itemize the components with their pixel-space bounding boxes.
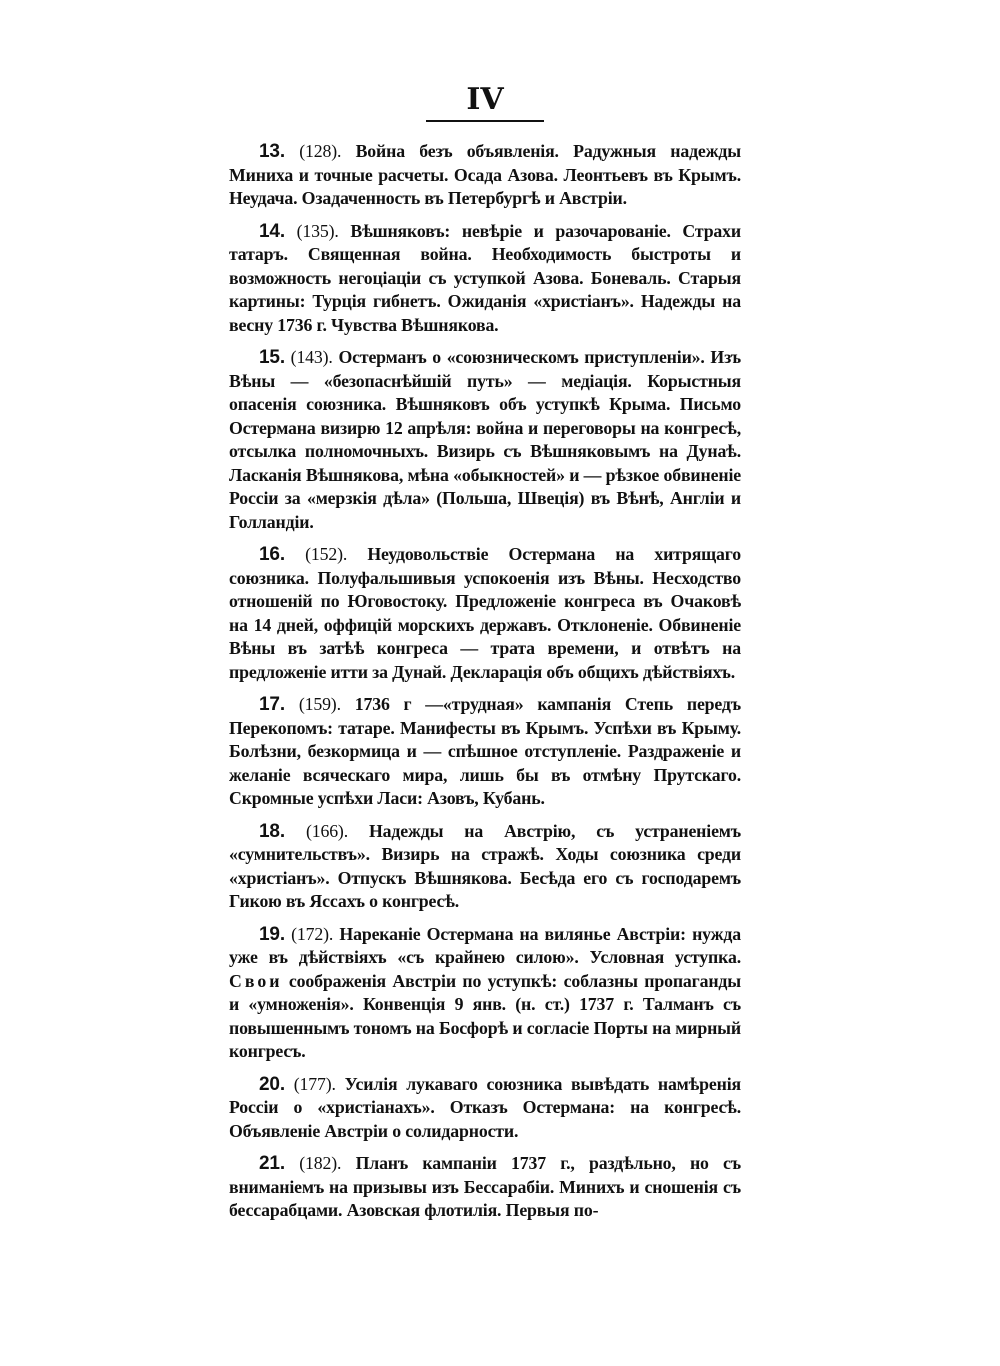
entry-text: Война безъ объявленія. Радужныя надежды Миниха и точные расчеты. Осада Азова. Леонтьевъ въ Крымъ. Неудача. Озадаченность въ Петербургѣ и Австріи. [229, 141, 741, 208]
toc-entry-21 [229, 1152, 741, 1223]
entry-number: 16. [259, 544, 285, 565]
entry-text: 1736 г —«трудная» кампанія Степь передъ Перекопомъ: татаре. Манифесты въ Крымъ. Успѣхи въ Крыму. Болѣзни, безкормица и — спѣшное отступленіе. Раздраженіе и желаніе всяческаго мира, лишь бы въ отмѣну Прутскаго. Скромные успѣхи Ласи: Азовъ, Кубань. [229, 694, 741, 808]
page-number: IV [426, 82, 543, 122]
spaced-word: Свои [229, 970, 283, 991]
entry-number: 19. [259, 923, 285, 945]
entry-number: 13. [259, 141, 285, 162]
entry-number: 14. [259, 220, 285, 242]
entry-number: 18. [259, 820, 285, 842]
page-reference: (177). [293, 1073, 336, 1094]
page-reference: (135). [296, 220, 339, 241]
page-reference: (159). [298, 694, 341, 714]
entry-text: Усилія лукаваго союзника вывѣдать намѣренія Россіи о «христіанахъ». Отказъ Остермана: на конгресѣ. Объявленіе Австріи о солидарности. [229, 1073, 741, 1141]
document-page [229, 82, 741, 1232]
page-reference: (182). [299, 1153, 342, 1173]
entry-number: 20. [259, 1073, 285, 1095]
entry-number: 21. [259, 1153, 285, 1174]
toc-entry-14 [229, 220, 741, 338]
toc-entry-17 [229, 693, 741, 811]
entry-text: Неудовольствіе Остермана на хитрящаго союзника. Полуфальшивыя успокоенія изъ Вѣны. Несходство отношеній по Юговостоку. Предложеніе конгреса въ Очаковѣ на 14 дней, оффицій морскихъ державъ. Отклоненіе. Обвиненіе Вѣны въ затѣѣ конгреса — трата времени, и отвѣтъ на предложеніе итти за Дунай. Декларація объ общихъ дѣйствіяхъ. [229, 544, 741, 682]
page-reference: (172). [291, 923, 334, 944]
page-reference: (143). [290, 347, 333, 367]
toc-entry-18 [229, 820, 741, 914]
toc-entry-13 [229, 140, 741, 211]
page-reference: (166). [305, 820, 348, 841]
page-header [229, 82, 741, 122]
toc-entry-16 [229, 543, 741, 684]
entry-text: Остерманъ о «союзническомъ приступленіи». Изъ Вѣны — «безопаснѣйшій путь» — медіація. Корыстныя опасенія союзника. Вѣшняковъ объ уступкѣ Крыма. Письмо Остермана визирю 12 апрѣля: война и переговоры на конгресѣ, отсылка полномочныхъ. Визирь съ Вѣшняковымъ на Дунаѣ. Ласканія Вѣшнякова, мѣна «обыкностей» и — рѣзкое обвиненіе Россіи за «мерзкія дѣла» (Польша, Швеція) въ Вѣнѣ, Англіи и Голландіи. [229, 347, 741, 532]
page-reference: (128). [299, 141, 342, 161]
entry-text: Надежды на Австрію, съ устраненіемъ «сумнительствъ». Визирь на стражѣ. Ходы союзника среди «христіанъ». Отпускъ Вѣшнякова. Бесѣда его съ господаремъ Гикою въ Яссахъ о конгресѣ. [229, 820, 741, 911]
toc-entry-19 [229, 923, 741, 1064]
page-reference: (152). [305, 544, 348, 564]
entry-number: 17. [259, 694, 285, 715]
toc-entry-15 [229, 346, 741, 534]
entry-text: Вѣшняковъ: невѣріе и разочарованіе. Страхи татаръ. Священная война. Необходимость быстроты и возможность негоціаціи съ уступкой Азова. Боневаль. Старыя картины: Турція гибнетъ. Ожиданія «христіанъ». Надежды на весну 1736 г. Чувства Вѣшнякова. [229, 220, 742, 335]
entry-text: Планъ кампаніи 1737 г., раздѣльно, но съ вниманіемъ на призывы изъ Бессарабіи. Минихъ и сношенія съ бессарабцами. Азовская флотилія. Первыя по- [229, 1153, 742, 1220]
toc-entry-20 [229, 1073, 741, 1144]
entry-text-continued: соображенія Австріи по уступкѣ: соблазны пропаганды и «умноженія». Конвенція 9 янв. (н. ст.) 1737 г. Талманъ съ повышеннымъ тономъ на Босфорѣ и согласіе Порты на мирный конгресъ. [229, 970, 741, 1061]
entry-number: 15. [259, 347, 285, 368]
entry-text: Нареканіе Остермана на виляньe Австріи: нужда уже въ дѣйствіяхъ «съ крайнею силою». Условная уступка. [229, 923, 742, 967]
